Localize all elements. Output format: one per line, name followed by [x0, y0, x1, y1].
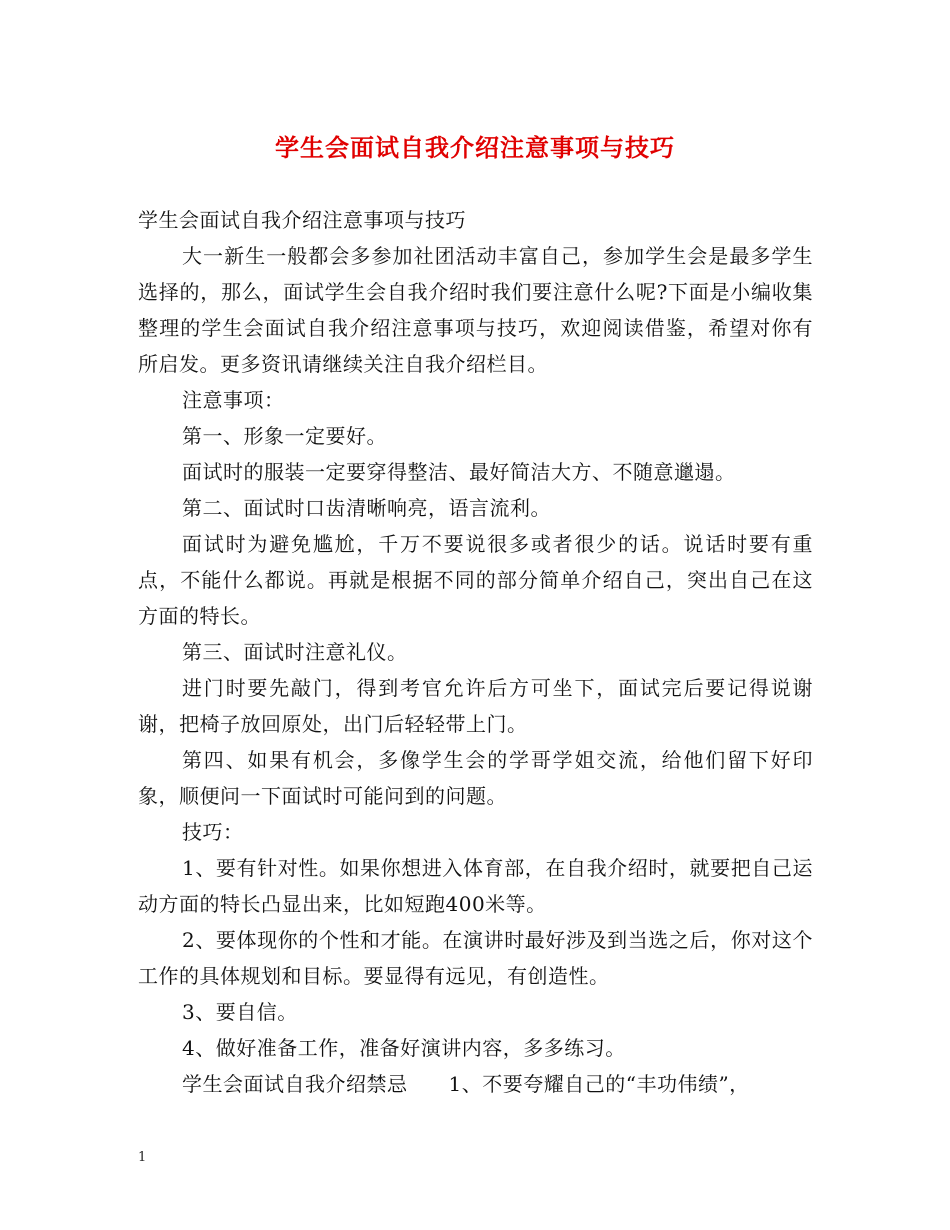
- body-paragraph-tip-2: 2、要体现你的个性和才能。在演讲时最好涉及到当选之后，你对这个工作的具体规划和目标。要显得有远见，有创造性。: [138, 928, 813, 988]
- body-paragraph-point-4: 第四、如果有机会，多像学生会的学哥学姐交流，给他们留下好印象，顺便问一下面试时可能问到的问题。: [138, 748, 813, 808]
- document-title: 学生会面试自我介绍注意事项与技巧: [275, 133, 675, 162]
- body-paragraph-point-3-detail: 进门时要先敲门，得到考官允许后方可坐下，面试完后要记得说谢谢，把椅子放回原处，出门后轻轻带上门。: [138, 676, 813, 736]
- body-paragraph-point-1: 第一、形象一定要好。: [182, 424, 387, 448]
- body-paragraph-point-1-detail: 面试时的服装一定要穿得整洁、最好简洁大方、不随意邋遢。: [182, 460, 736, 484]
- body-paragraph-point-2-detail: 面试时为避免尴尬，千万不要说很多或者很少的话。说话时要有重点，不能什么都说。再就是根据不同的部分简单介绍自己，突出自己在这方面的特长。: [138, 532, 813, 628]
- body-paragraph-point-2: 第二、面试时口齿清晰响亮，语言流利。: [182, 496, 551, 520]
- body-paragraph-tips-heading: 技巧：: [182, 820, 244, 844]
- body-paragraph-taboos: 学生会面试自我介绍禁忌 1、不要夸耀自己的“丰功伟绩”，: [182, 1072, 750, 1096]
- body-paragraph-tip-4: 4、做好准备工作，准备好演讲内容，多多练习。: [182, 1036, 626, 1060]
- body-paragraph-tip-1: 1、要有针对性。如果你想进入体育部，在自我介绍时，就要把自己运动方面的特长凸显出来，比如短跑400米等。: [138, 856, 813, 916]
- body-paragraph-point-3: 第三、面试时注意礼仪。: [182, 640, 408, 664]
- body-paragraph-notes-heading: 注意事项：: [182, 388, 285, 412]
- body-paragraph-tip-3: 3、要自信。: [182, 1000, 298, 1024]
- page-number: 1: [138, 1150, 147, 1165]
- body-paragraph-subtitle: 学生会面试自我介绍注意事项与技巧: [138, 208, 466, 232]
- document-body: [138, 202, 813, 1102]
- body-paragraph-intro: 大一新生一般都会多参加社团活动丰富自己，参加学生会是最多学生选择的，那么，面试学生会自我介绍时我们要注意什么呢?下面是小编收集整理的学生会面试自我介绍注意事项与技巧，欢迎阅读借鉴，希望对你有所启发。更多资讯请继续关注自我介绍栏目。: [138, 244, 813, 376]
